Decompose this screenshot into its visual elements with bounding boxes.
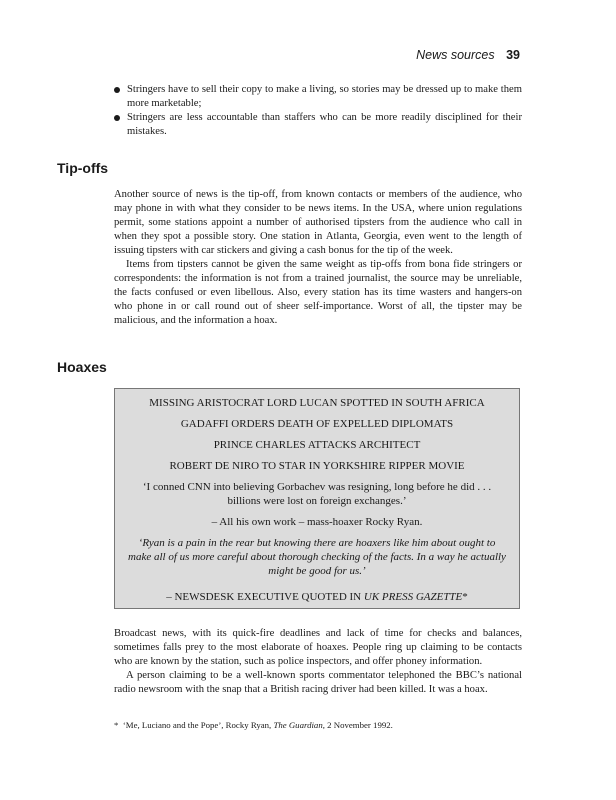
footnote-publication: The Guardian bbox=[273, 720, 323, 730]
hoax-headline: GADAFFI ORDERS DEATH OF EXPELLED DIPLOMATS bbox=[180, 418, 454, 430]
section-heading-hoaxes: Hoaxes bbox=[57, 359, 107, 375]
footnote-text-prefix: ‘Me, Luciano and the Pope’, Rocky Ryan, bbox=[122, 720, 274, 730]
executive-quote: ‘Ryan is a pain in the rear but knowing there are hoaxers like him about ought to make all of us more careful about thorough checking of the facts. In a way he actually might be good for us.’ bbox=[128, 537, 506, 577]
hoax-headline: ROBERT DE NIRO TO STAR IN YORKSHIRE RIPPER MOVIE bbox=[169, 460, 465, 472]
footnote-marker: * bbox=[462, 591, 468, 603]
footnote-marker: * bbox=[114, 720, 119, 730]
paragraph: Items from tipsters cannot be given the same weight as tip-offs from bona fide stringers or correspondents: the information is not from a trained journalist, the source may be unreliable, the facts confused or even libellous. Also, every station has its time wasters and hangers-on who phone in or call round out of sheer self-importance. Worst of all, the tipster may be malicious, and the information a hoax. bbox=[114, 259, 522, 326]
hoax-headline: PRINCE CHARLES ATTACKS ARCHITECT bbox=[213, 439, 421, 451]
executive-attribution-source: UK PRESS GAZETTE bbox=[363, 591, 463, 603]
hoax-headlines-box bbox=[114, 388, 520, 609]
running-header bbox=[416, 48, 520, 62]
executive-attribution bbox=[127, 590, 507, 604]
hoaxer-attribution: – All his own work – mass-hoaxer Rocky Ryan. bbox=[211, 516, 423, 528]
hoax-headline: MISSING ARISTOCRAT LORD LUCAN SPOTTED IN SOUTH AFRICA bbox=[149, 397, 485, 409]
footnote-text-suffix: , 2 November 1992. bbox=[322, 720, 393, 730]
page-number: 39 bbox=[506, 48, 520, 62]
paragraph: A person claiming to be a well-known sports commentator telephoned the BBC’s national radio newsroom with the snap that a British racing driver had been killed. It was a hoax. bbox=[114, 670, 522, 695]
executive-attribution-prefix: – NEWSDESK EXECUTIVE QUOTED IN bbox=[166, 591, 364, 603]
tipoffs-body bbox=[114, 188, 522, 328]
paragraph: Another source of news is the tip-off, from known contacts or members of the audience, who may phone in with what they consider to be news items. In the USA, where union regulations permit, some stations appoint a number of authorised tipsters from the audience who call in when they spot a possible story. One station in Atlanta, Georgia, even went to the length of issuing tipsters with car stickers and giving a cash bonus for the tip of the week. bbox=[114, 189, 522, 256]
running-header-section: News sources bbox=[416, 48, 495, 62]
hoaxer-quote: ‘I conned CNN into believing Gorbachev was resigning, long before he did . . . billions were lost on foreign exchanges.’ bbox=[142, 481, 492, 507]
hoaxes-body bbox=[114, 627, 522, 697]
bullet-item: Stringers are less accountable than staffers who can be more readily disciplined for their mistakes. bbox=[114, 111, 522, 139]
section-heading-tipoffs: Tip-offs bbox=[57, 160, 109, 176]
bullet-item: Stringers have to sell their copy to make a living, so stories may be dressed up to make them more marketable; bbox=[114, 83, 522, 111]
stringer-bullet-list bbox=[114, 83, 522, 139]
footnote bbox=[114, 720, 522, 731]
paragraph: Broadcast news, with its quick-fire deadlines and lack of time for checks and balances, sometimes falls prey to the most elaborate of hoaxes. People ring up claiming to be contacts who are known by the station, such as police inspectors, and offer phoney information. bbox=[114, 628, 522, 667]
